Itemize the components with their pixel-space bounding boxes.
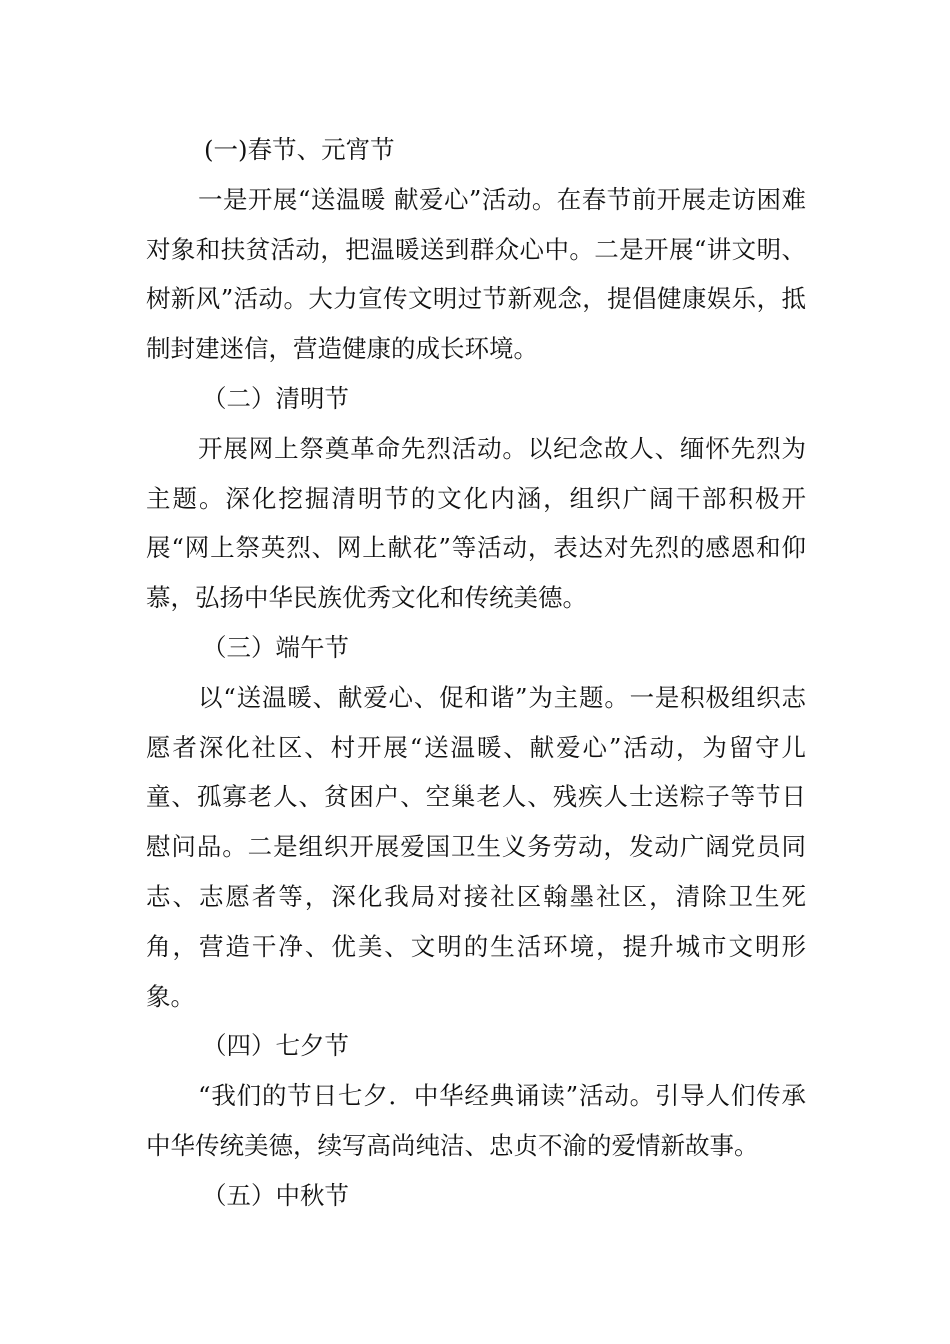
section-heading-dragon-boat: （三）端午节	[202, 632, 349, 662]
section-paragraph-qingming: 开展网上祭奠革命先烈活动。以纪念故人、缅怀先烈为主题。深化挖掘清明节的文化内涵，组织广阔干部积极开展“网上祭英烈、网上献花”等活动，表达对先烈的感恩和仰慕，弘扬中华民族优秀文化和传统美德。	[146, 433, 806, 613]
section-paragraph-spring-festival: 一是开展“送温暖 献爱心”活动。在春节前开展走访困难对象和扶贫活动，把温暖送到群众心中。二是开展“讲文明、树新风”活动。大力宣传文明过节新观念，提倡健康娱乐，抵制封建迷信，营造健康的成长环境。	[146, 184, 806, 364]
section-heading-qingming: （二）清明节	[202, 383, 349, 413]
section-heading-mid-autumn: （五）中秋节	[202, 1180, 349, 1210]
section-heading-spring-festival: (一)春节、元宵节	[204, 135, 395, 164]
section-paragraph-qixi: “我们的节日七夕．中华经典诵读”活动。引导人们传承中华传统美德，续写高尚纯洁、忠贞不渝的爱情新故事。	[146, 1081, 806, 1160]
document-body	[146, 125, 806, 1221]
section-heading-qixi: （四）七夕节	[202, 1031, 349, 1061]
section-paragraph-dragon-boat: 以“送温暖、献爱心、促和谐”为主题。一是积极组织志愿者深化社区、村开展“送温暖、献爱心”活动，为留守儿童、孤寡老人、贫困户、空巢老人、残疾人士送粽子等节日慰问品。二是组织开展爱国卫生义务劳动，发动广阔党员同志、志愿者等，深化我局对接社区翰墨社区，清除卫生死角，营造干净、优美、文明的生活环境，提升城市文明形象。	[146, 682, 806, 1011]
